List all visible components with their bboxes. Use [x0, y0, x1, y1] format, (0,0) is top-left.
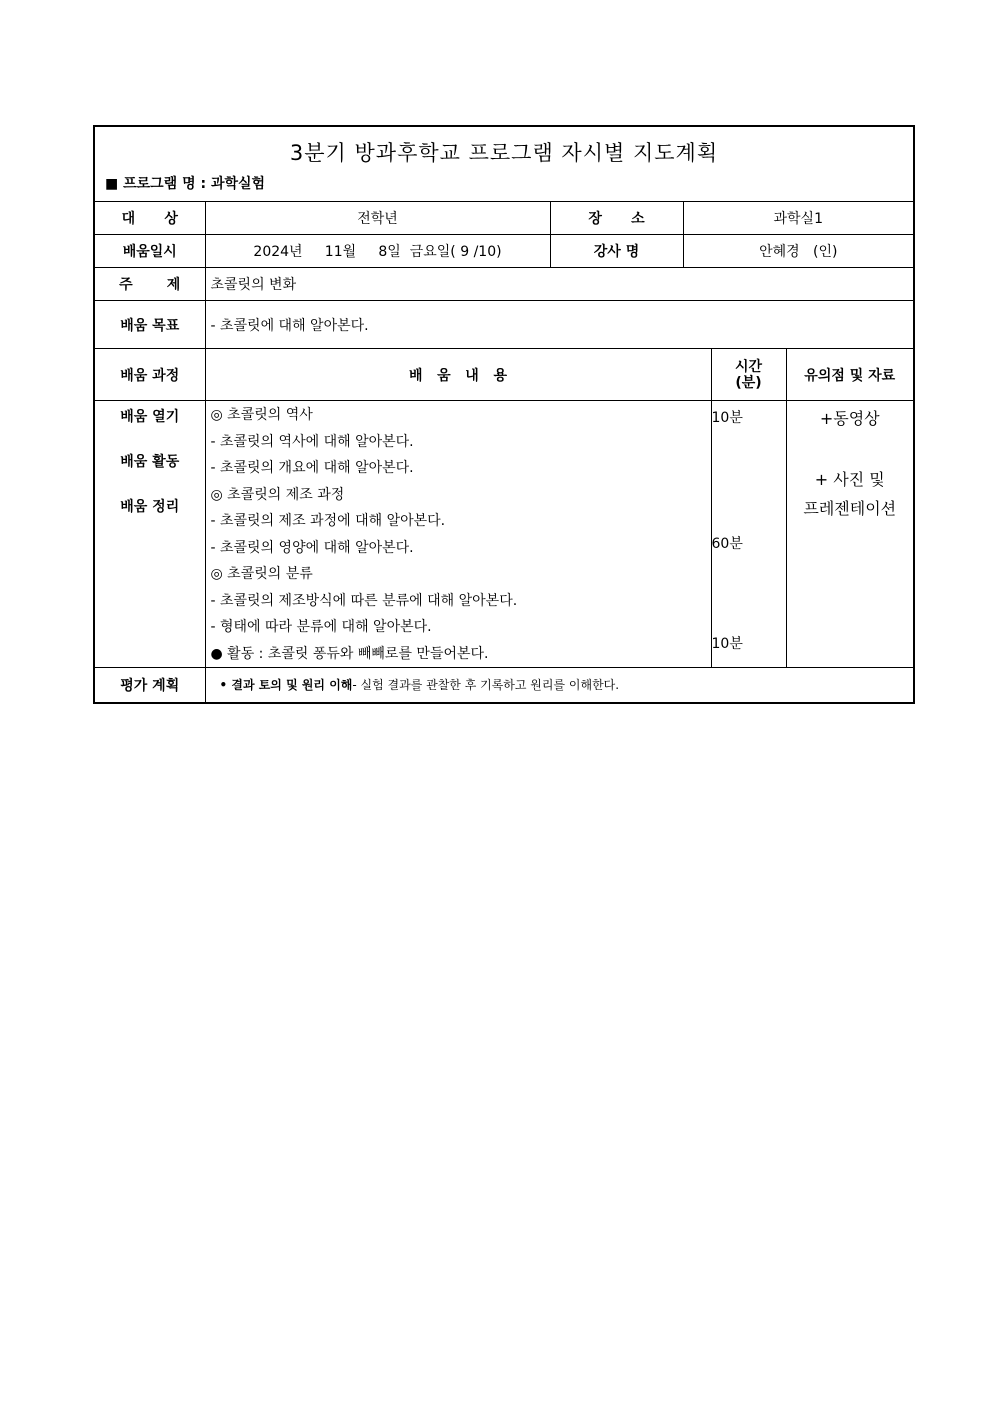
list-item: - 초콜릿의 제조 과정에 대해 알아본다. [210, 513, 446, 529]
program-name: ■ 프로그램 명 : 과학실험 [94, 167, 914, 202]
date-label: 배움일시 [94, 235, 205, 268]
step-activity: 배움 활동 [120, 454, 180, 470]
target-value: 전학년 [205, 202, 550, 235]
list-item: - 초콜릿의 영양에 대해 알아본다. [210, 539, 414, 556]
steps-column [94, 401, 205, 668]
note-presentation: 프레젠테이션 [803, 499, 897, 518]
notes-column [786, 401, 914, 668]
step-wrapup: 배움 정리 [120, 499, 180, 515]
time-wrapup: 10분 [711, 636, 743, 652]
evaluation-bold: • 결과 토의 및 원리 이해 [219, 678, 353, 693]
time-open: 10분 [711, 410, 743, 426]
teacher-label: 강사 명 [550, 235, 683, 268]
lesson-plan-sheet [93, 125, 897, 704]
evaluation-label: 평가 계획 [94, 668, 205, 703]
teacher-value: 안혜경 (인) [683, 235, 914, 268]
list-item: - 형태에 따라 분류에 대해 알아본다. [210, 619, 432, 635]
topic-label: 주 제 [94, 268, 205, 301]
page-title: 3분기 방과후학교 프로그램 자시별 지도계획 [94, 126, 914, 167]
list-item: ◎ 초콜릿의 분류 [210, 566, 313, 582]
process-label: 배움 과정 [94, 349, 205, 401]
step-open: 배움 열기 [120, 409, 180, 425]
time-header: 시간 (분) [711, 349, 786, 401]
list-item: ● 활동 : 초콜릿 퐁듀와 빼빼로를 만들어본다. [210, 645, 489, 662]
evaluation-value [205, 668, 914, 703]
times-column [711, 401, 786, 668]
time-activity: 60분 [711, 536, 743, 552]
note-photos: + 사진 및 [814, 470, 885, 489]
place-value: 과학실1 [683, 202, 914, 235]
list-item: ◎ 초콜릿의 역사 [210, 407, 313, 423]
notes-header: 유의점 및 자료 [786, 349, 914, 401]
topic-value: 초콜릿의 변화 [205, 268, 914, 301]
list-item: - 초콜릿의 역사에 대해 알아본다. [210, 433, 414, 450]
note-video: +동영상 [819, 409, 880, 428]
list-item: - 초콜릿의 제조방식에 따른 분류에 대해 알아본다. [210, 592, 518, 609]
goal-value: - 초콜릿에 대해 알아본다. [205, 301, 914, 349]
list-item: ◎ 초콜릿의 제조 과정 [210, 486, 345, 503]
date-value: 2024년 11월 8일 금요일( 9 /10) [205, 235, 550, 268]
target-label: 대 상 [94, 202, 205, 235]
goal-label: 배움 목표 [94, 301, 205, 349]
place-label: 장 소 [550, 202, 683, 235]
content-header: 배 움 내 용 [205, 349, 711, 401]
content-list [205, 401, 711, 668]
list-item: - 초콜릿의 개요에 대해 알아본다. [210, 460, 414, 476]
lesson-plan-table [93, 125, 915, 704]
evaluation-text: - 실험 결과를 관찰한 후 기록하고 원리를 이해한다. [352, 678, 620, 693]
